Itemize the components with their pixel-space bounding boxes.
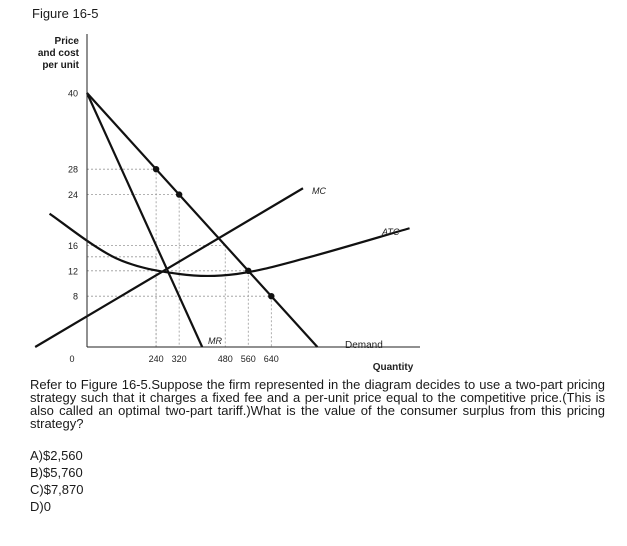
atc-label: ATC [382, 227, 400, 237]
mc-label: MC [312, 186, 326, 196]
y-tick-16: 16 [67, 240, 78, 251]
marker-3 [268, 293, 274, 299]
marker-1 [176, 191, 182, 197]
y-tick-28: 28 [67, 164, 78, 175]
demand-curve [87, 93, 317, 347]
y-tick-40: 40 [67, 88, 78, 99]
x-axis-label: Quantity [372, 362, 414, 373]
chart-labels [68, 89, 414, 374]
y-tick-8: 8 [72, 291, 78, 302]
question-text: Refer to Figure 16-5.Suppose the firm represented in the diagram decides to use a two-part pricing strategy such that it charges a fixed fee and a per-unit price equal to the competitive price.(This is also called an optimal two-part tariff.)What is the value of the consumer surplus from this pricing strategy? [30, 377, 605, 431]
origin-label: 0 [69, 354, 75, 364]
answer-b: B)$5,760 [30, 465, 83, 480]
x-tick-640: 640 [263, 354, 279, 364]
mr-label: MR [208, 336, 222, 346]
y-axis-label-line-2: and cost [37, 48, 79, 59]
y-axis-label-line-3: per unit [42, 60, 79, 71]
x-tick-480: 480 [217, 354, 233, 364]
figure-title: Figure 16-5 [32, 6, 99, 21]
demand-label: Demand [345, 340, 383, 351]
answer-a: A)$2,560 [30, 448, 83, 463]
answer-d: D)0 [30, 499, 51, 514]
axes [87, 34, 420, 347]
y-axis-label-line-1: Price [54, 36, 79, 47]
x-tick-240: 240 [148, 354, 164, 364]
marker-2 [245, 268, 251, 274]
curves [35, 93, 409, 347]
y-tick-24: 24 [67, 190, 78, 201]
answer-c: C)$7,870 [30, 482, 84, 497]
atc-curve [50, 214, 410, 276]
marker-0 [153, 166, 159, 172]
mr-curve [87, 93, 202, 347]
x-tick-320: 320 [171, 354, 187, 364]
y-tick-12: 12 [67, 266, 78, 277]
x-tick-560: 560 [240, 354, 256, 364]
